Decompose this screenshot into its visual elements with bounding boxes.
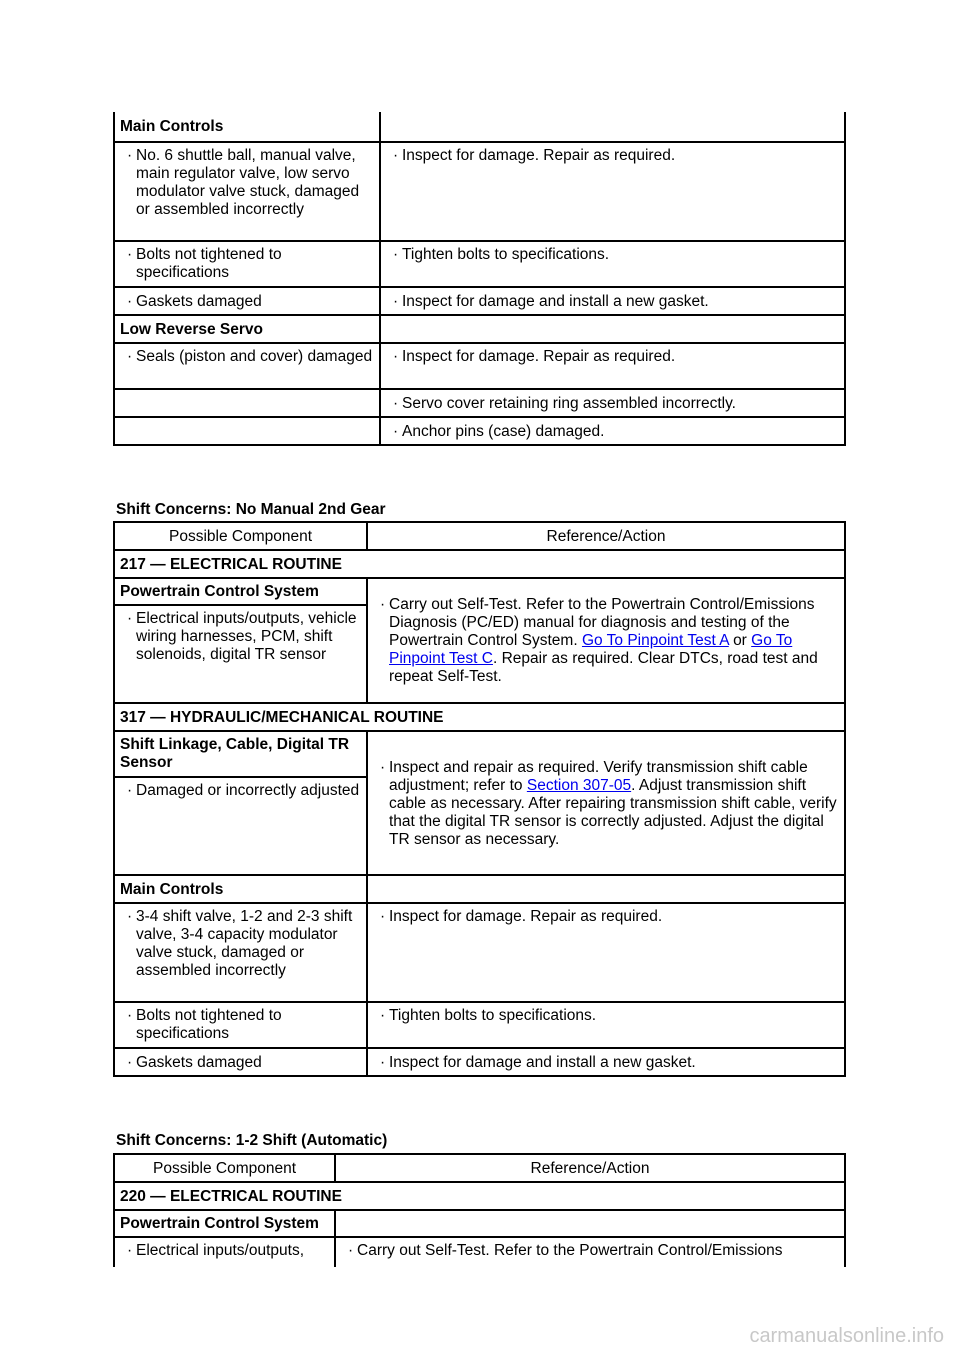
- subheader-powertrain-control-system: Powertrain Control System: [114, 1210, 335, 1237]
- component-item: · Seals (piston and cover) damaged: [120, 348, 374, 366]
- action-item: · Tighten bolts to specifications.: [386, 246, 839, 264]
- or-text: or: [733, 632, 747, 649]
- section-header-main-controls: Main Controls: [114, 112, 380, 142]
- component-item: · Electrical inputs/outputs, vehicle wiring harnesses, PCM, shift solenoids, digital TR sensor: [120, 610, 361, 664]
- section-header-low-reverse-servo: Low Reverse Servo: [114, 315, 380, 343]
- routine-header-317: 317 — HYDRAULIC/MECHANICAL ROUTINE: [114, 703, 845, 731]
- routine-header-220: 220 — ELECTRICAL ROUTINE: [114, 1182, 845, 1210]
- action-text: . Repair as required. Clear DTCs, road test and repeat Self-Test.: [389, 650, 818, 685]
- link-section-307-05[interactable]: Section 307-05: [526, 776, 632, 794]
- action-cell-linkage: [367, 731, 845, 875]
- action-item: · Tighten bolts to specifications.: [373, 1007, 839, 1025]
- action-item: · Carry out Self-Test. Refer to the Powertrain Control/Emissions: [341, 1242, 839, 1260]
- section-header-main-controls: Main Controls: [114, 875, 367, 903]
- link-pinpoint-test-a[interactable]: Go To Pinpoint Test A: [581, 632, 729, 649]
- action-text: . Adjust transmission shift cable as necessary. After repairing transmission shift cable, verify that the digital TR sensor is correctly adjusted. Adjust the digital TR sensor as necessary.: [389, 776, 837, 848]
- component-item: · Bolts not tightened to specifications: [120, 1007, 361, 1043]
- action-item: · Anchor pins (case) damaged.: [386, 423, 839, 441]
- column-header-action: Reference/Action: [335, 1154, 845, 1182]
- component-item: · Damaged or incorrectly adjusted: [120, 782, 361, 800]
- watermark: carmanualsonline.info: [749, 1325, 944, 1347]
- section-title-1-2-shift: Shift Concerns: 1-2 Shift (Automatic): [116, 1132, 388, 1149]
- action-item: · Servo cover retaining ring assembled incorrectly.: [386, 395, 839, 413]
- subheader-powertrain-control-system: Powertrain Control System: [114, 578, 367, 605]
- action-item: · Inspect for damage. Repair as required.: [386, 147, 839, 165]
- component-item: · Bolts not tightened to specifications: [120, 246, 374, 282]
- action-text: Carry out Self-Test. Refer to the Powertrain Control/Emissions Diagnosis (PC/ED) manual for diagnosis and testing of the Powertrain Control System.: [389, 596, 815, 649]
- action-item: · Inspect for damage and install a new gasket.: [373, 1054, 839, 1072]
- column-header-component: Possible Component: [114, 1154, 335, 1182]
- column-header-component: Possible Component: [114, 522, 367, 550]
- component-item: · Gaskets damaged: [120, 1054, 361, 1072]
- action-item: · Inspect for damage. Repair as required.: [386, 348, 839, 366]
- subheader-shift-linkage: Shift Linkage, Cable, Digital TR Sensor: [114, 731, 367, 777]
- routine-header-217: 217 — ELECTRICAL ROUTINE: [114, 550, 845, 578]
- action-cell-electrical: [367, 578, 845, 703]
- action-item: · Inspect for damage and install a new gasket.: [386, 293, 839, 311]
- table-main-controls-continued: [113, 112, 846, 446]
- column-header-action: Reference/Action: [367, 522, 845, 550]
- action-text: Inspect and repair as required. Verify transmission shift cable adjustment; refer to: [389, 758, 808, 794]
- component-item: · 3-4 shift valve, 1-2 and 2-3 shift valve, 3-4 capacity modulator valve stuck, damaged or assembled incorrectly: [120, 908, 361, 980]
- component-item: · No. 6 shuttle ball, manual valve, main regulator valve, low servo modulator valve stuck, damaged or assembled incorrectly: [120, 147, 374, 219]
- link-pinpoint-test-c[interactable]: Go To Pinpoint Test C: [389, 632, 793, 667]
- section-title-no-manual-2nd-gear: Shift Concerns: No Manual 2nd Gear: [116, 501, 386, 518]
- table-no-manual-2nd-gear: [113, 521, 846, 1077]
- action-item: · Inspect for damage. Repair as required.: [373, 908, 839, 926]
- component-item: · Gaskets damaged: [120, 293, 374, 311]
- component-item: · Electrical inputs/outputs,: [120, 1242, 329, 1260]
- table-1-2-shift-automatic: [113, 1153, 846, 1267]
